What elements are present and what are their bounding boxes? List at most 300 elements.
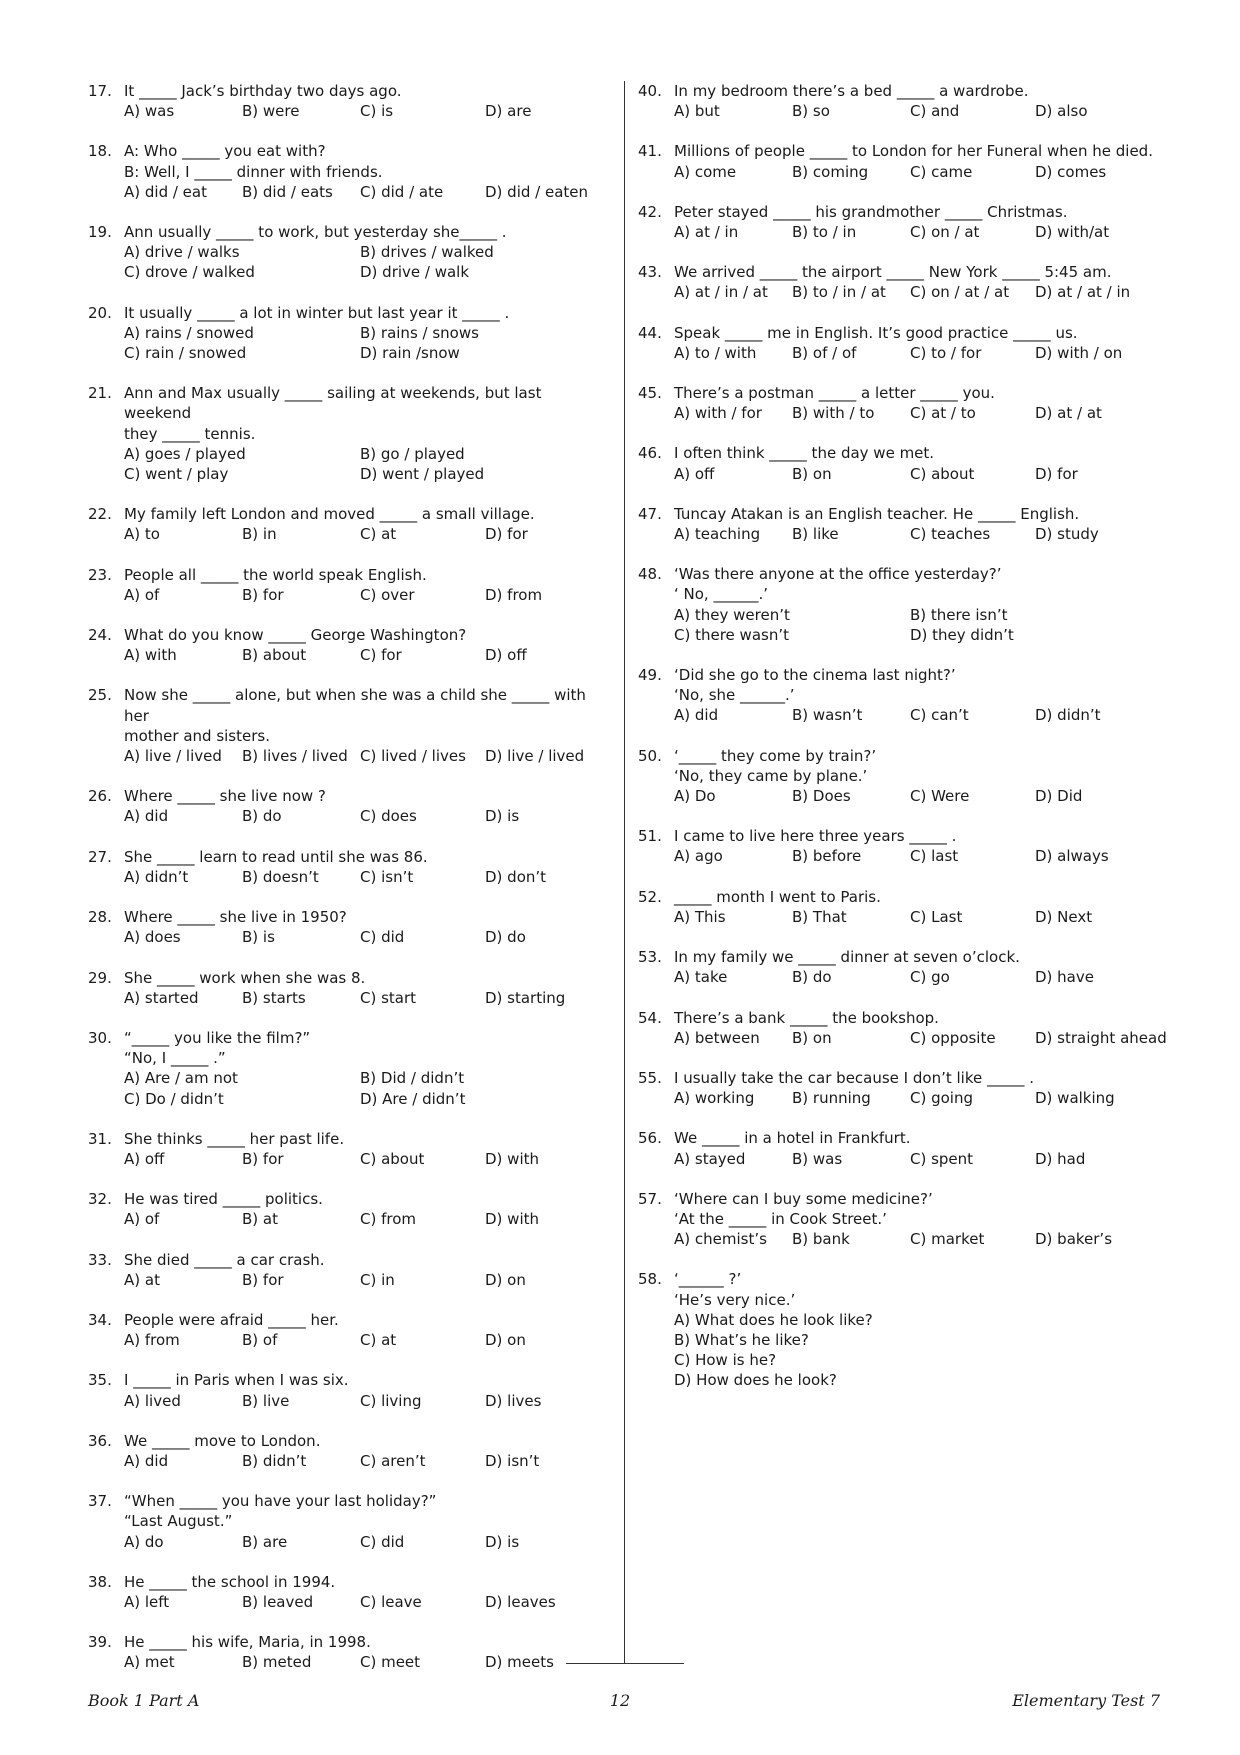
- answer-options: [124, 1330, 613, 1350]
- question-item: [88, 625, 613, 665]
- answer-options: [124, 988, 613, 1008]
- answer-option: C) rain / snowed: [124, 344, 247, 363]
- answer-option: A) come: [674, 162, 737, 181]
- question-number: 40.: [638, 82, 662, 100]
- answer-option: B) What’s he like?: [674, 1330, 809, 1349]
- answer-option: C) at / to: [910, 404, 976, 423]
- answer-option: A) from: [124, 1331, 180, 1350]
- answer-option: D) didn’t: [1035, 706, 1101, 725]
- question-text: There’s a bank _____ the bookshop.: [674, 1008, 939, 1027]
- answer-option: B) leaved: [242, 1592, 314, 1611]
- answer-option: B) with / to: [792, 404, 875, 423]
- answer-option: A) with / for: [674, 404, 762, 423]
- question-number: 27.: [88, 847, 112, 866]
- answer-option: D) at / at: [1035, 404, 1102, 423]
- answer-option: D) had: [1035, 1149, 1086, 1168]
- answer-option: C) went / play: [124, 465, 229, 484]
- question-number: 20.: [88, 303, 112, 322]
- answer-option: C) about: [910, 464, 975, 483]
- answer-option: B) Did / didn’t: [360, 1069, 465, 1088]
- question-number: 36.: [88, 1431, 112, 1450]
- answer-option: A) off: [674, 464, 715, 483]
- answer-option: B) running: [792, 1089, 871, 1108]
- question-item: [88, 1129, 613, 1169]
- question-item: [638, 1128, 1158, 1168]
- answer-option: D) How does he look?: [674, 1371, 837, 1390]
- answer-option: D) on: [485, 1331, 526, 1350]
- answer-option: C) is: [360, 102, 394, 121]
- answer-option: A) with: [124, 646, 177, 665]
- answer-option: A) drive / walks: [124, 243, 240, 262]
- question-number: 31.: [88, 1129, 112, 1148]
- answer-options: [674, 1229, 1158, 1249]
- question-item: [638, 1068, 1158, 1108]
- answer-options: [124, 1532, 613, 1552]
- question-number: 24.: [88, 626, 112, 645]
- answer-option: D) don’t: [485, 867, 547, 886]
- answer-option: C) at: [360, 1331, 397, 1350]
- question-item: [88, 222, 613, 283]
- answer-options: [124, 927, 613, 947]
- question-number: 28.: [88, 908, 112, 927]
- question-number: 39.: [88, 1633, 112, 1652]
- question-text: _____ month I went to Paris.: [674, 887, 881, 906]
- answer-options: [124, 242, 613, 282]
- answer-option: B) for: [242, 585, 284, 604]
- question-item: [88, 303, 613, 364]
- answer-options: [124, 806, 613, 826]
- answer-option: A) but: [674, 102, 720, 121]
- answer-option: B) meted: [242, 1653, 312, 1672]
- question-text: We arrived _____ the airport _____ New York _____ 5:45 am.: [674, 263, 1112, 282]
- answer-option: B) were: [242, 102, 300, 121]
- question-text: I _____ in Paris when I was six.: [124, 1371, 349, 1390]
- answer-options: [124, 585, 613, 605]
- answer-option: A) was: [124, 102, 175, 121]
- question-text: She died _____ a car crash.: [124, 1250, 325, 1269]
- answer-option: D) did / eaten: [485, 182, 589, 201]
- question-text: She _____ work when she was 8.: [124, 968, 366, 987]
- answer-option: D) on: [485, 1270, 526, 1289]
- question-text: We _____ in a hotel in Frankfurt.: [674, 1129, 911, 1148]
- answer-option: B) rains / snows: [360, 323, 479, 342]
- question-text: People all _____ the world speak English.: [124, 565, 427, 584]
- answer-option: C) did: [360, 928, 405, 947]
- question-text: B: Well, I _____ dinner with friends.: [124, 162, 383, 181]
- answer-option: B) for: [242, 1270, 284, 1289]
- question-text: I came to live here three years _____ .: [674, 827, 957, 846]
- answer-option: C) aren’t: [360, 1451, 426, 1470]
- answer-option: A) at / in: [674, 223, 739, 242]
- question-text: It _____ Jack’s birthday two days ago.: [124, 82, 402, 100]
- answer-options: [674, 907, 1158, 927]
- answer-option: D) is: [485, 1532, 520, 1551]
- question-item: [88, 907, 613, 947]
- question-item: [638, 887, 1158, 927]
- question-item: [88, 1028, 613, 1109]
- column-divider: [624, 81, 625, 1663]
- page-number: 12: [609, 1691, 631, 1710]
- question-text: they _____ tennis.: [124, 424, 256, 443]
- question-number: 26.: [88, 787, 112, 806]
- answer-option: A) chemist’s: [674, 1230, 767, 1249]
- answer-option: A) lived: [124, 1391, 181, 1410]
- answer-option: C) can’t: [910, 706, 969, 725]
- answer-option: D) are: [485, 102, 532, 121]
- answer-option: D) for: [1035, 464, 1078, 483]
- question-item: [638, 443, 1158, 483]
- answer-option: C) in: [360, 1270, 395, 1289]
- answer-options: [674, 967, 1158, 987]
- answer-option: D) with / on: [1035, 343, 1123, 362]
- answer-option: B) drives / walked: [360, 243, 494, 262]
- question-number: 25.: [88, 686, 112, 705]
- question-number: 41.: [638, 142, 662, 161]
- question-text: A: Who _____ you eat with?: [124, 142, 326, 161]
- answer-options: [674, 1149, 1158, 1169]
- answer-options: [674, 846, 1158, 866]
- question-text: ‘ No, ______.’: [674, 585, 769, 604]
- answer-options: [124, 746, 613, 766]
- answer-option: D) from: [485, 585, 543, 604]
- answer-option: A) take: [674, 968, 728, 987]
- question-item: [88, 383, 613, 484]
- answer-option: B) live: [242, 1391, 290, 1410]
- question-item: [88, 81, 613, 121]
- answer-option: B) on: [792, 464, 832, 483]
- answer-options: [124, 444, 613, 484]
- question-text: “When _____ you have your last holiday?”: [124, 1492, 437, 1511]
- answer-option: A) stayed: [674, 1149, 746, 1168]
- answer-option: D) with/at: [1035, 223, 1110, 242]
- footer-test-label: Elementary Test 7: [1012, 1691, 1160, 1710]
- answer-option: C) last: [910, 847, 959, 866]
- question-text: “Last August.”: [124, 1512, 233, 1531]
- question-item: [638, 141, 1158, 181]
- question-text: I usually take the car because I don’t like _____ .: [674, 1068, 1035, 1087]
- answer-option: D) Next: [1035, 907, 1093, 926]
- question-item: [88, 1310, 613, 1350]
- answer-option: D) drive / walk: [360, 263, 470, 282]
- question-item: [638, 665, 1158, 726]
- answer-option: C) Do / didn’t: [124, 1089, 224, 1108]
- answer-option: C) Were: [910, 787, 970, 806]
- answer-options: [124, 1451, 613, 1471]
- question-item: [638, 947, 1158, 987]
- answer-option: C) living: [360, 1391, 422, 1410]
- question-number: 22.: [88, 505, 112, 524]
- answer-option: A) working: [674, 1089, 755, 1108]
- answer-option: A) Are / am not: [124, 1069, 238, 1088]
- answer-option: C) for: [360, 646, 402, 665]
- question-number: 17.: [88, 82, 112, 100]
- question-number: 35.: [88, 1371, 112, 1390]
- question-number: 49.: [638, 666, 662, 685]
- answer-options: [124, 1149, 613, 1169]
- answer-option: B) doesn’t: [242, 867, 319, 886]
- answer-option: D) walking: [1035, 1089, 1115, 1108]
- answer-options: [674, 705, 1158, 725]
- answer-option: C) go: [910, 968, 950, 987]
- answer-option: C) drove / walked: [124, 263, 255, 282]
- answer-options: [674, 403, 1158, 423]
- question-item: [638, 1008, 1167, 1048]
- question-item: [88, 1250, 613, 1290]
- answer-option: B) go / played: [360, 444, 465, 463]
- question-text: ‘He’s very nice.’: [674, 1290, 796, 1309]
- question-number: 30.: [88, 1028, 112, 1047]
- question-item: [638, 262, 1158, 302]
- question-item: [88, 504, 613, 544]
- answer-option: B) so: [792, 102, 830, 121]
- question-text: Ann and Max usually _____ sailing at weekends, but last weekend: [124, 384, 542, 423]
- question-text: mother and sisters.: [124, 726, 270, 745]
- question-item: [638, 202, 1158, 242]
- question-number: 55.: [638, 1068, 662, 1087]
- question-item: [88, 1632, 613, 1672]
- answer-option: C) isn’t: [360, 867, 414, 886]
- answer-options: [124, 1391, 613, 1411]
- answer-option: B) didn’t: [242, 1451, 307, 1470]
- answer-option: B) That: [792, 907, 847, 926]
- question-text: ‘Where can I buy some medicine?’: [674, 1189, 933, 1208]
- question-number: 58.: [638, 1270, 662, 1289]
- question-text: Where _____ she live now ?: [124, 787, 326, 806]
- answer-option: D) live / lived: [485, 747, 585, 766]
- answer-option: C) did / ate: [360, 182, 444, 201]
- answer-option: B) starts: [242, 988, 306, 1007]
- question-text: ‘______ ?’: [674, 1270, 742, 1289]
- answer-options: [124, 1652, 613, 1672]
- question-text: Speak _____ me in English. It’s good practice _____ us.: [674, 323, 1078, 342]
- answer-option: A) of: [124, 1210, 160, 1229]
- question-text: Now she _____ alone, but when she was a child she _____ with her: [124, 686, 586, 725]
- answer-option: A) at / in / at: [674, 283, 768, 302]
- answer-option: B) coming: [792, 162, 869, 181]
- question-text: There’s a postman _____ a letter _____ you.: [674, 384, 995, 403]
- answer-option: A) between: [674, 1028, 760, 1047]
- question-text: She _____ learn to read until she was 86.: [124, 847, 428, 866]
- answer-options: [124, 867, 613, 887]
- left-question-column: [88, 81, 613, 1693]
- answer-options: [674, 605, 1158, 645]
- answer-option: D) Did: [1035, 787, 1083, 806]
- answer-option: C) there wasn’t: [674, 625, 789, 644]
- question-item: [638, 826, 1158, 866]
- question-text: I often think _____ the day we met.: [674, 444, 935, 463]
- answer-option: A) did / eat: [124, 182, 207, 201]
- question-text: “No, I _____ .”: [124, 1049, 226, 1068]
- question-text: What do you know _____ George Washington?: [124, 626, 467, 645]
- answer-option: A) rains / snowed: [124, 323, 254, 342]
- question-number: 51.: [638, 827, 662, 846]
- question-item: [88, 847, 613, 887]
- answer-option: C) from: [360, 1210, 417, 1229]
- answer-options: [124, 645, 613, 665]
- answer-option: B) do: [242, 807, 282, 826]
- answer-option: B) are: [242, 1532, 288, 1551]
- answer-options: [674, 222, 1158, 242]
- answer-option: D) is: [485, 807, 520, 826]
- question-text: My family left London and moved _____ a small village.: [124, 505, 535, 524]
- question-text: We _____ move to London.: [124, 1431, 321, 1450]
- answer-option: A) of: [124, 585, 160, 604]
- question-item: [638, 564, 1158, 645]
- question-item: [88, 1572, 613, 1612]
- answer-option: C) does: [360, 807, 417, 826]
- answer-option: A) did: [674, 706, 719, 725]
- answer-options: [124, 1270, 613, 1290]
- answer-option: C) over: [360, 585, 415, 604]
- answer-options: [124, 182, 613, 202]
- answer-option: A) What does he look like?: [674, 1310, 873, 1329]
- answer-option: C) Last: [910, 907, 963, 926]
- right-question-column: [638, 81, 1167, 1411]
- question-text: ‘Did she go to the cinema last night?’: [674, 666, 956, 685]
- question-number: 19.: [88, 223, 112, 242]
- question-number: 33.: [88, 1250, 112, 1269]
- answer-option: B) for: [242, 1149, 284, 1168]
- question-number: 32.: [88, 1190, 112, 1209]
- answer-option: A) ago: [674, 847, 723, 866]
- question-item: [88, 1189, 613, 1229]
- question-text: She thinks _____ her past life.: [124, 1129, 345, 1148]
- question-number: 53.: [638, 948, 662, 967]
- question-item: [88, 1370, 613, 1410]
- answer-option: C) market: [910, 1230, 985, 1249]
- question-item: [638, 1189, 1158, 1250]
- answer-option: D) comes: [1035, 162, 1107, 181]
- question-text: He _____ the school in 1994.: [124, 1572, 336, 1591]
- answer-option: B) at: [242, 1210, 278, 1229]
- answer-options: [124, 1209, 613, 1229]
- question-number: 29.: [88, 968, 112, 987]
- question-text: Ann usually _____ to work, but yesterday she_____ .: [124, 223, 507, 242]
- answer-option: D) also: [1035, 102, 1088, 121]
- answer-option: B) to / in / at: [792, 283, 886, 302]
- answer-option: A) live / lived: [124, 747, 222, 766]
- question-item: [88, 141, 613, 202]
- answer-option: D) with: [485, 1210, 539, 1229]
- question-text: ‘No, she ______.’: [674, 686, 795, 705]
- question-text: ‘No, they came by plane.’: [674, 766, 868, 785]
- answer-option: A) at: [124, 1270, 160, 1289]
- answer-option: B) of: [242, 1331, 278, 1350]
- answer-option: D) lives: [485, 1391, 542, 1410]
- answer-options: [674, 786, 1158, 806]
- answer-option: D) do: [485, 928, 526, 947]
- answer-option: C) How is he?: [674, 1351, 777, 1370]
- answer-option: B) before: [792, 847, 862, 866]
- question-item: [88, 685, 613, 766]
- answer-option: A) off: [124, 1149, 165, 1168]
- answer-options: [124, 323, 613, 363]
- answer-option: A) This: [674, 907, 726, 926]
- answer-options: [674, 1310, 1158, 1391]
- answer-option: C) did: [360, 1532, 405, 1551]
- answer-option: C) came: [910, 162, 973, 181]
- answer-option: C) meet: [360, 1653, 421, 1672]
- answer-options: [674, 1088, 1158, 1108]
- answer-option: A) do: [124, 1532, 164, 1551]
- answer-option: B) about: [242, 646, 307, 665]
- question-number: 50.: [638, 746, 662, 765]
- question-number: 37.: [88, 1492, 112, 1511]
- footer-book-label: Book 1 Part A: [88, 1691, 200, 1710]
- answer-options: [674, 282, 1158, 302]
- question-number: 56.: [638, 1129, 662, 1148]
- answer-option: D) at / at / in: [1035, 283, 1131, 302]
- question-item: [638, 1269, 1158, 1390]
- answer-option: B) to / in: [792, 223, 857, 242]
- answer-option: A) to: [124, 525, 160, 544]
- answer-options: [674, 101, 1158, 121]
- question-number: 52.: [638, 887, 662, 906]
- answer-option: C) about: [360, 1149, 425, 1168]
- question-number: 43.: [638, 263, 662, 282]
- question-item: [638, 323, 1158, 363]
- answer-option: D) isn’t: [485, 1451, 540, 1470]
- question-number: 48.: [638, 565, 662, 584]
- answer-option: B) there isn’t: [910, 605, 1008, 624]
- answer-option: B) Does: [792, 787, 851, 806]
- question-text: Peter stayed _____ his grandmother _____ Christmas.: [674, 202, 1068, 221]
- answer-option: D) always: [1035, 847, 1109, 866]
- answer-option: A) started: [124, 988, 199, 1007]
- answer-option: D) starting: [485, 988, 566, 1007]
- question-text: He was tired _____ politics.: [124, 1190, 323, 1209]
- question-text: ‘Was there anyone at the office yesterday?’: [674, 565, 1002, 584]
- question-item: [638, 81, 1158, 121]
- answer-option: B) did / eats: [242, 182, 333, 201]
- answer-option: D) leaves: [485, 1592, 556, 1611]
- answer-option: C) going: [910, 1089, 973, 1108]
- question-number: 21.: [88, 384, 112, 403]
- answer-option: C) and: [910, 102, 960, 121]
- answer-option: D) baker’s: [1035, 1230, 1113, 1249]
- answer-option: C) start: [360, 988, 417, 1007]
- answer-option: C) at: [360, 525, 397, 544]
- answer-option: B) wasn’t: [792, 706, 863, 725]
- question-text: Where _____ she live in 1950?: [124, 908, 347, 927]
- answer-options: [124, 524, 613, 544]
- question-item: [88, 786, 613, 826]
- question-number: 42.: [638, 202, 662, 221]
- question-item: [88, 1491, 613, 1552]
- answer-option: B) is: [242, 928, 275, 947]
- question-item: [88, 968, 613, 1008]
- answer-option: D) went / played: [360, 465, 485, 484]
- answer-option: B) in: [242, 525, 277, 544]
- question-text: It usually _____ a lot in winter but last year it _____ .: [124, 303, 510, 322]
- answer-option: D) study: [1035, 525, 1099, 544]
- answer-option: A) did: [124, 1451, 169, 1470]
- answer-options: [674, 343, 1158, 363]
- answer-option: B) do: [792, 968, 832, 987]
- answer-options: [124, 101, 613, 121]
- answer-option: D) off: [485, 646, 527, 665]
- answer-option: D) with: [485, 1149, 539, 1168]
- answer-option: B) like: [792, 525, 839, 544]
- question-number: 38.: [88, 1572, 112, 1591]
- answer-option: B) lives / lived: [242, 747, 348, 766]
- question-text: Tuncay Atakan is an English teacher. He _____ English.: [674, 504, 1080, 523]
- question-text: ‘At the _____ in Cook Street.’: [674, 1209, 887, 1228]
- answer-options: [674, 524, 1158, 544]
- answer-option: A) teaching: [674, 525, 761, 544]
- answer-option: C) spent: [910, 1149, 974, 1168]
- answer-option: D) straight ahead: [1035, 1028, 1167, 1047]
